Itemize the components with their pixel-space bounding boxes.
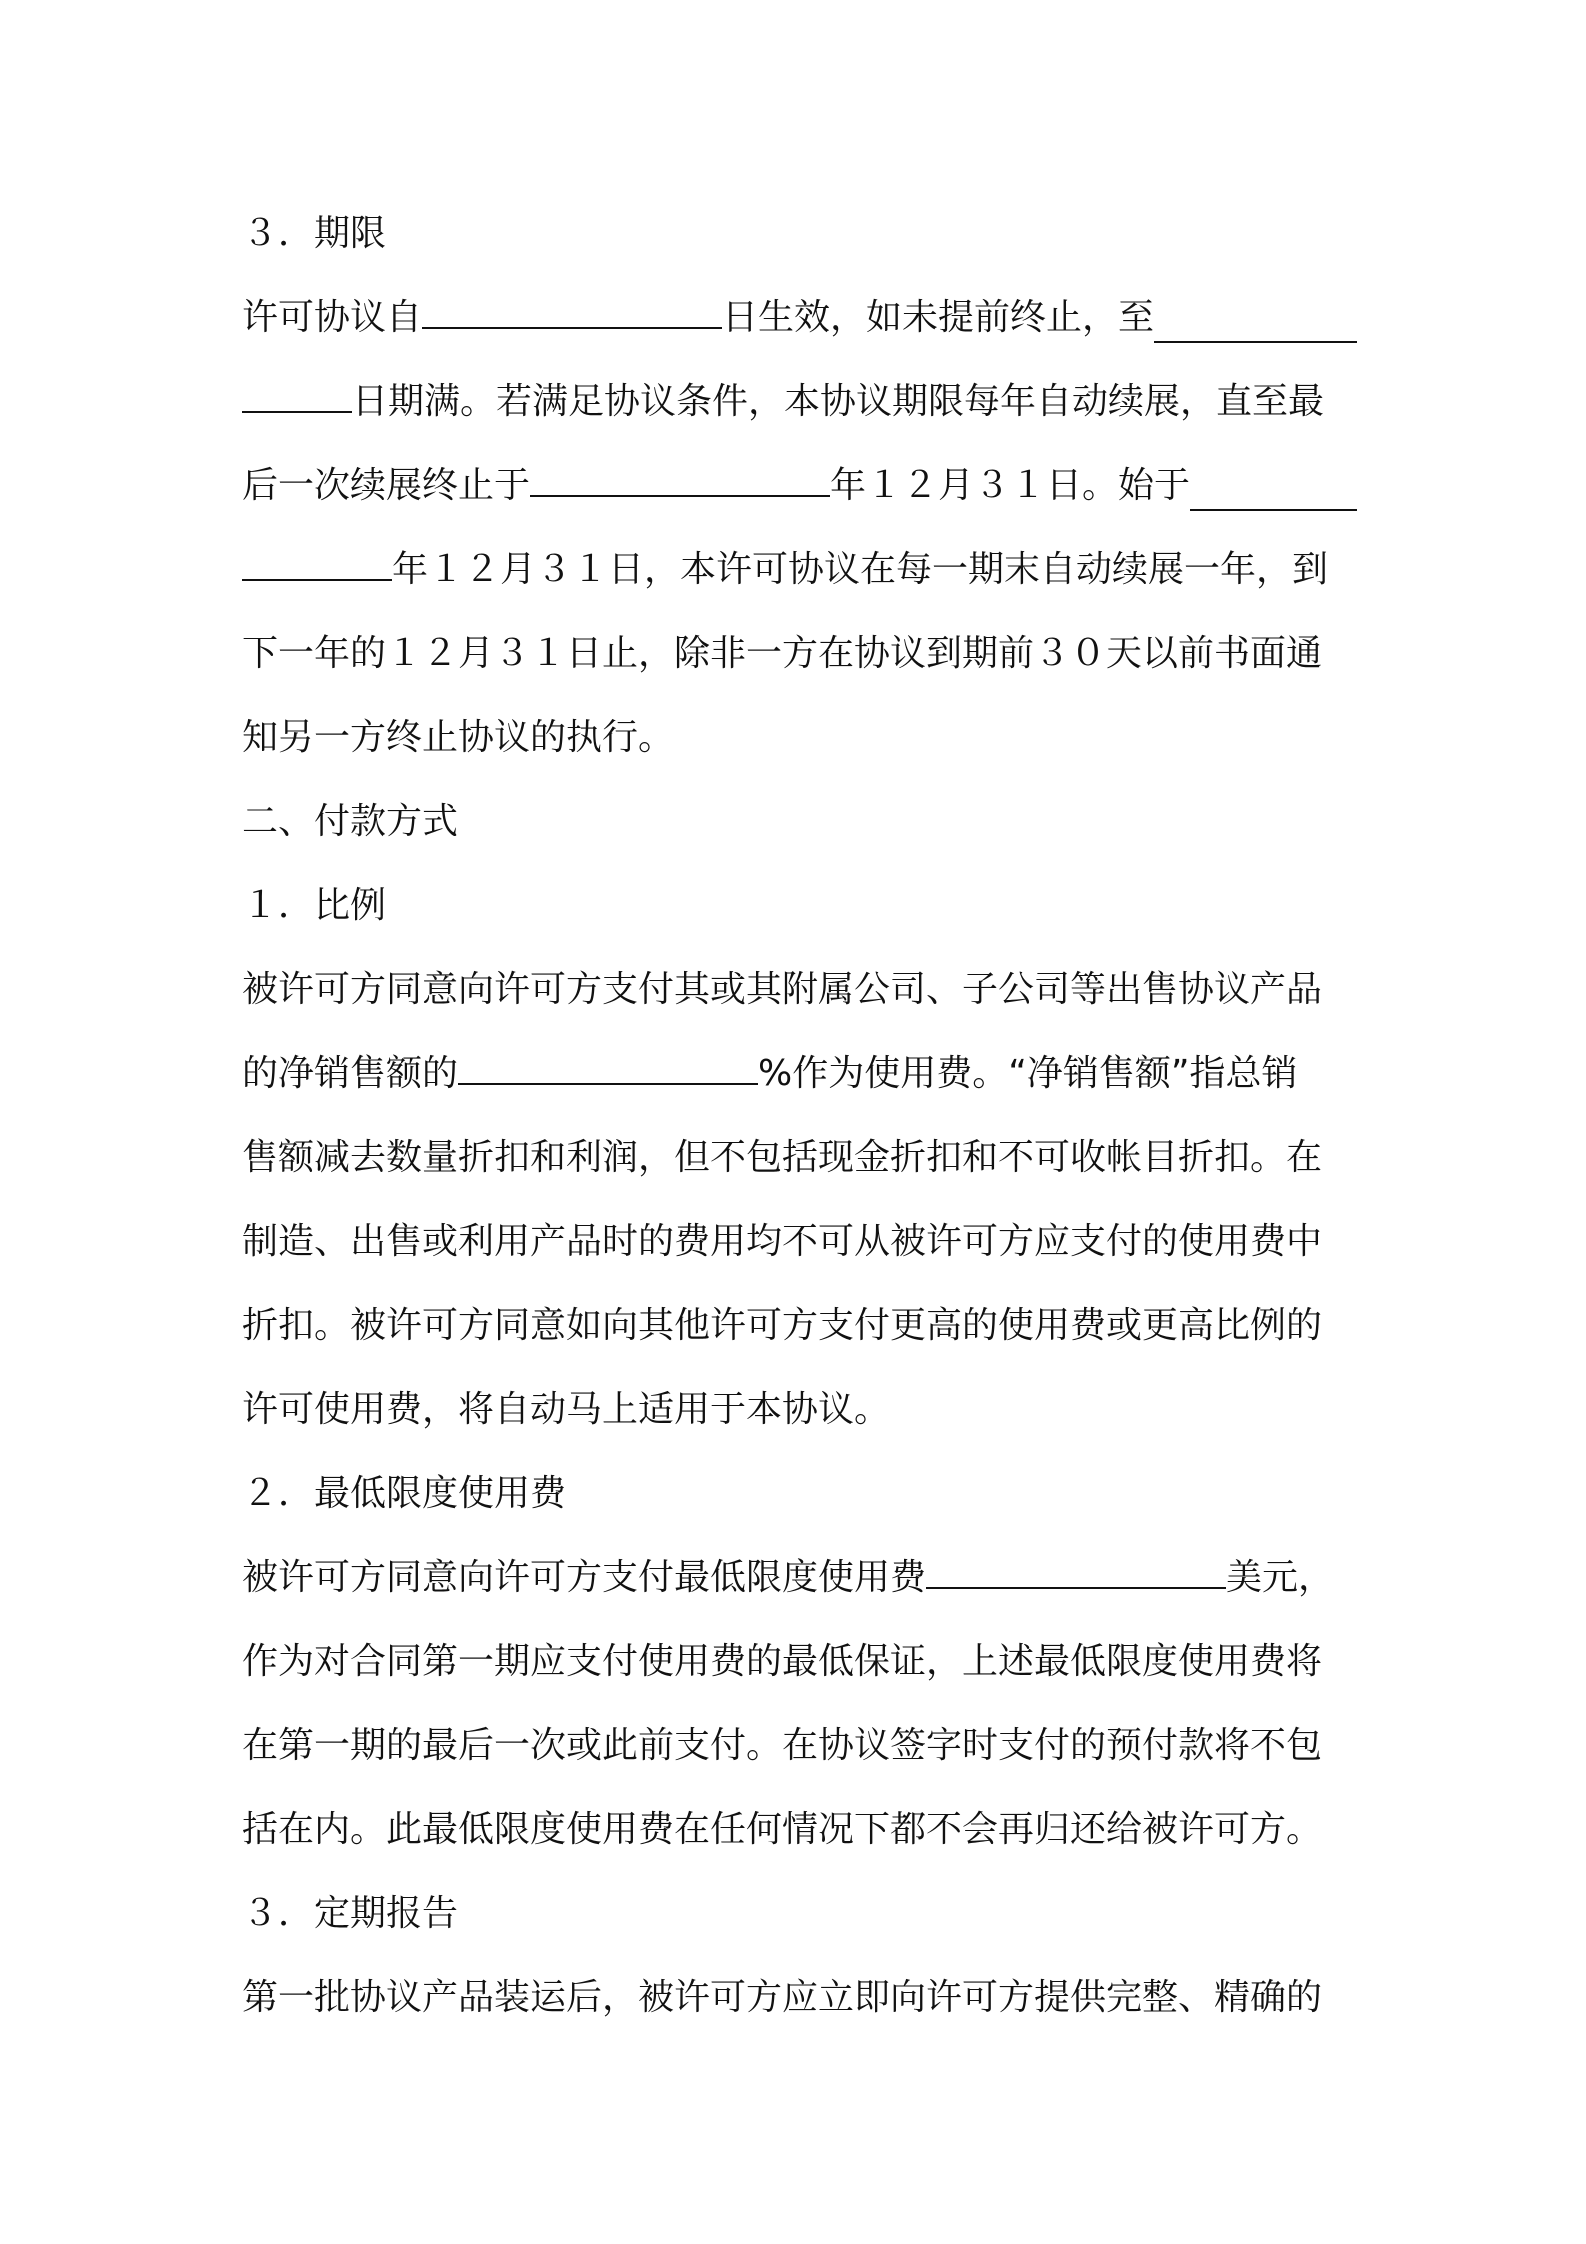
paragraph-ratio-line-6: 许可使用费，将自动马上适用于本协议。 (242, 1389, 891, 1430)
text-segment: %作为使用费。“净销售额”指总销 (758, 1053, 1298, 1094)
paragraph-minimum-fee-line-4: 括在内。此最低限度使用费在任何情况下都不会再归还给被许可方。 (242, 1809, 1323, 1850)
fill-blank-start-date[interactable] (422, 287, 722, 329)
fill-blank-start-year[interactable] (1190, 469, 1357, 511)
paragraph-ratio-line-4: 制造、出售或利用产品时的费用均不可从被许可方应支付的使用费中 (242, 1221, 1323, 1262)
paragraph-ratio-line-1: 被许可方同意向许可方支付其或其附属公司、子公司等出售协议产品 (242, 969, 1323, 1010)
fill-blank-percentage[interactable] (458, 1043, 758, 1085)
paragraph-term-line-5: 下一年的１２月３１日止，除非一方在协议到期前３０天以前书面通 (242, 633, 1323, 674)
paragraph-term-line-1 (242, 276, 1357, 360)
fill-blank-end-date[interactable] (1154, 301, 1357, 343)
text-segment: 日生效，如未提前终止，至 (722, 297, 1155, 338)
paragraph-minimum-fee-line-3: 在第一期的最后一次或此前支付。在协议签字时支付的预付款将不包 (242, 1725, 1323, 1766)
fill-blank-minimum-amount[interactable] (926, 1547, 1226, 1589)
paragraph-minimum-fee-line-1 (242, 1536, 1357, 1620)
paragraph-term-line-2 (242, 360, 1357, 444)
text-segment: 许可协议自 (242, 297, 423, 338)
text-segment: 日期满。若满足协议条件，本协议期限每年自动续展，直至最 (352, 381, 1325, 422)
fill-blank-start-year-cont[interactable] (242, 539, 392, 581)
paragraph-ratio-line-5: 折扣。被许可方同意如向其他许可方支付更高的使用费或更高比例的 (242, 1305, 1323, 1346)
text-segment: 美元， (1226, 1557, 1335, 1598)
section-heading-payment: 二、付款方式 (242, 801, 459, 842)
paragraph-term-line-4 (242, 528, 1357, 612)
paragraph-term-line-6: 知另一方终止协议的执行。 (242, 717, 675, 758)
fill-blank-last-renewal-year[interactable] (530, 455, 830, 497)
section-heading-minimum-fee: ２．最低限度使用费 (242, 1473, 567, 1514)
section-heading-periodic-report: ３．定期报告 (242, 1893, 459, 1934)
paragraph-ratio-line-3: 售额减去数量折扣和利润，但不包括现金折扣和不可收帐目折扣。在 (242, 1137, 1323, 1178)
document-body (242, 192, 1357, 2040)
paragraph-term-line-3 (242, 444, 1357, 528)
fill-blank-end-date-cont[interactable] (242, 371, 352, 413)
text-segment: 后一次续展终止于 (242, 465, 531, 506)
text-segment: 被许可方同意向许可方支付最低限度使用费 (242, 1557, 927, 1598)
text-segment: 年１２月３１日。始于 (830, 465, 1191, 506)
section-heading-term: ３．期限 (242, 213, 387, 254)
paragraph-ratio-line-2 (242, 1032, 1357, 1116)
paragraph-report-line-1: 第一批协议产品装运后，被许可方应立即向许可方提供完整、精确的 (242, 1977, 1323, 2018)
text-segment: 的净销售额的 (242, 1053, 459, 1094)
text-segment: 年１２月３１日，本许可协议在每一期末自动续展一年，到 (392, 549, 1329, 590)
paragraph-minimum-fee-line-2: 作为对合同第一期应支付使用费的最低保证，上述最低限度使用费将 (242, 1641, 1323, 1682)
section-heading-ratio: １．比例 (242, 885, 387, 926)
